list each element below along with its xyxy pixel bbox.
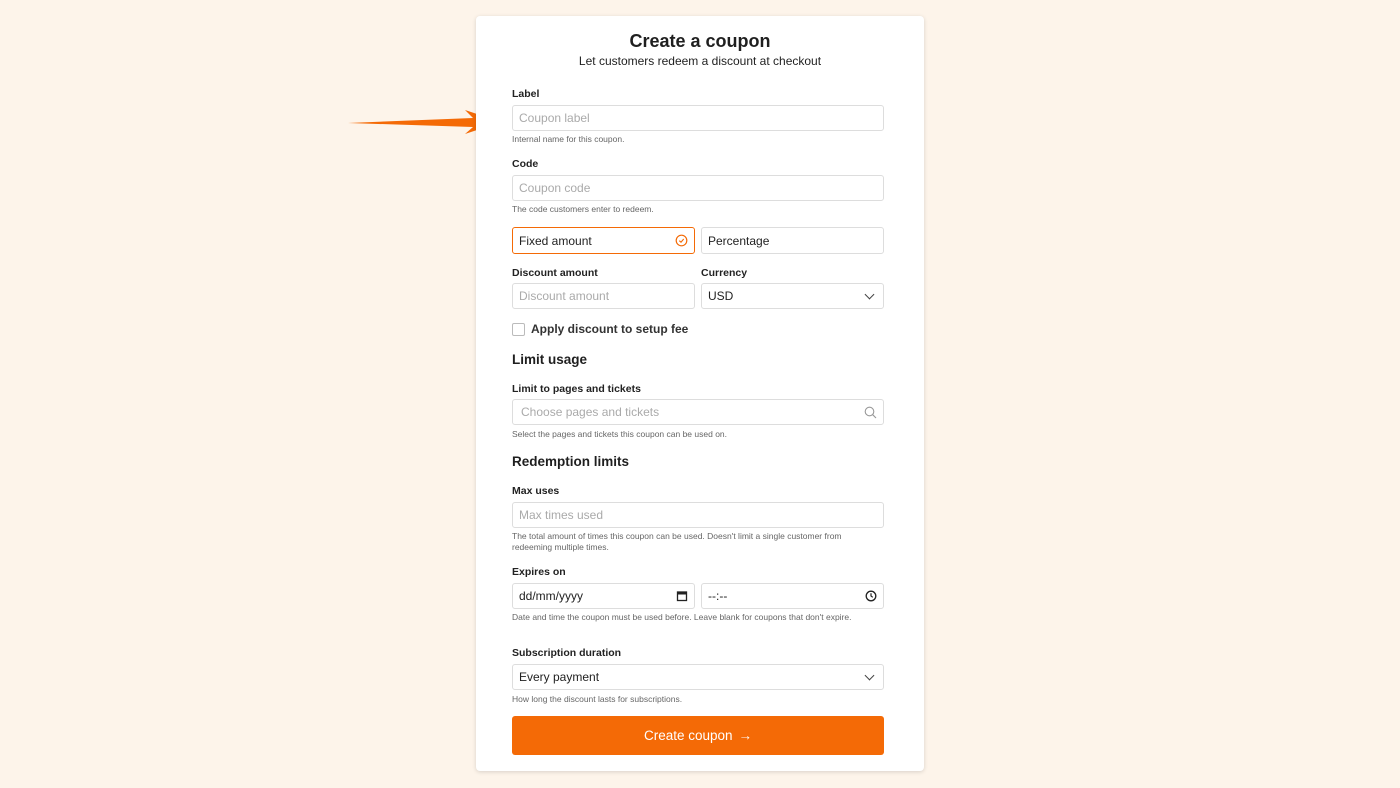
max-uses-help: The total amount of times this coupon can be used. Doesn't limit a single customer from redeeming multiple times.: [512, 531, 842, 552]
arrow-right-icon: →: [738, 728, 753, 743]
expires-on-label: Expires on: [512, 566, 566, 578]
limit-usage-heading: Limit usage: [512, 352, 588, 367]
currency-select[interactable]: [701, 283, 884, 309]
code-field-label: Code: [512, 158, 539, 170]
setup-fee-row: [512, 322, 688, 336]
setup-fee-checkbox[interactable]: [512, 323, 525, 336]
chevron-down-icon: [865, 670, 875, 680]
limit-pages-placeholder: Choose pages and tickets: [521, 405, 660, 419]
limit-pages-help: Select the pages and tickets this coupon can be used on.: [512, 429, 728, 439]
percentage-option[interactable]: [701, 227, 884, 254]
label-input[interactable]: Coupon label: [512, 105, 884, 131]
subscription-duration-label: Subscription duration: [512, 647, 622, 659]
limit-pages-label: Limit to pages and tickets: [512, 383, 641, 395]
search-icon: [864, 406, 877, 419]
currency-label: Currency: [701, 267, 748, 279]
discount-amount-input[interactable]: Discount amount: [512, 283, 695, 309]
fixed-amount-option[interactable]: [512, 227, 695, 254]
redemption-limits-heading: Redemption limits: [512, 454, 630, 469]
create-coupon-card: [476, 16, 924, 771]
percentage-label: Percentage: [708, 233, 770, 248]
page-subtitle: Let customers redeem a discount at checkout: [578, 54, 822, 68]
code-input[interactable]: Coupon code: [512, 175, 884, 201]
subscription-duration-select[interactable]: [512, 664, 884, 690]
max-uses-label: Max uses: [512, 485, 560, 497]
limit-pages-search-input[interactable]: [512, 399, 884, 425]
calendar-icon[interactable]: [676, 590, 688, 602]
label-help: Internal name for this coupon.: [512, 134, 625, 144]
setup-fee-label[interactable]: Apply discount to setup fee: [531, 322, 689, 336]
code-help: The code customers enter to redeem.: [512, 204, 654, 214]
currency-value: USD: [708, 289, 734, 303]
clock-icon[interactable]: [865, 590, 877, 602]
create-coupon-button[interactable]: [512, 716, 884, 755]
page-title: Create a coupon: [629, 31, 771, 51]
max-uses-input[interactable]: Max times used: [512, 502, 884, 528]
label-field-label: Label: [512, 88, 540, 100]
time-placeholder: --:--: [708, 589, 728, 603]
expires-date-input[interactable]: [512, 583, 695, 609]
date-placeholder: dd/mm/yyyy: [519, 589, 584, 603]
expires-time-input[interactable]: [701, 583, 884, 609]
expires-help: Date and time the coupon must be used before. Leave blank for coupons that don't expire.: [512, 612, 852, 622]
duration-value: Every payment: [519, 670, 600, 684]
discount-amount-label: Discount amount: [512, 267, 598, 279]
create-coupon-label: Create coupon: [643, 728, 733, 743]
check-circle-icon: [675, 234, 688, 247]
chevron-down-icon: [865, 289, 875, 299]
duration-help: How long the discount lasts for subscriptions.: [512, 694, 683, 704]
fixed-amount-label: Fixed amount: [519, 233, 592, 248]
